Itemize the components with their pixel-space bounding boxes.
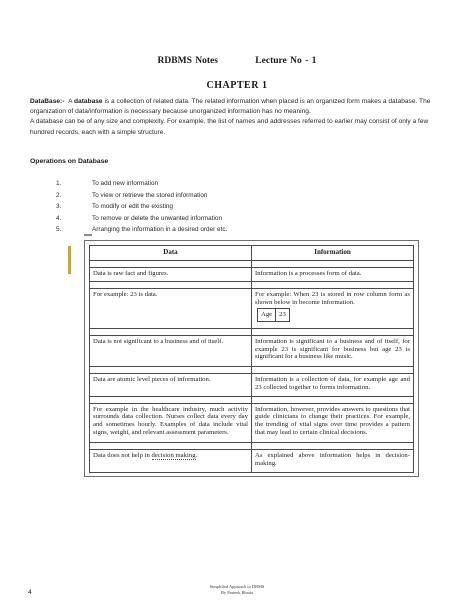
table-row (90, 403, 414, 443)
list-item: 5. Arranging the information in a desired order etc. (56, 226, 228, 234)
operations-heading: Operations on Database (30, 158, 109, 165)
info-cell: Information is a processes form of data. (252, 268, 414, 282)
data-cell: Data does not help in decision making. (90, 450, 252, 473)
info-cell: Information is a collection of data, for example age and 23 collected together to forms information. (252, 374, 414, 397)
database-definition: is a collection of related data. The related information when placed is an organized form makes a database. The organization of data/information is necessary because unorganized information has no meaning. (30, 98, 431, 116)
page-number: 4 (28, 589, 32, 596)
info-cell: As explained above information helps in decision-making. (252, 450, 414, 473)
table-row (90, 450, 414, 473)
mini-cell-age: Age (258, 309, 276, 322)
list-item: 4. To remove or delete the unwanted information (56, 214, 223, 222)
column-header-information: Information (252, 246, 414, 261)
comparison-table-image (84, 240, 419, 477)
table-row (90, 268, 414, 282)
info-cell: For example: When 23 is stored in row column form as shown below in become information. Age 23 (252, 289, 414, 329)
data-cell: For example: 23 is data. (90, 289, 252, 329)
notes-header (0, 56, 474, 66)
chapter-title: CHAPTER 1 (206, 80, 268, 91)
notes-title: RDBMS Notes (157, 56, 218, 66)
image-anchor-mark (84, 234, 92, 236)
info-cell: Information, however, provides answers to questions that guide clinicians to change their practices. For example, the trending of vital signs over time provides a pattern that may lead to certain clinical decisions. (252, 403, 414, 443)
data-cell: Data are atomic level pieces of information. (90, 374, 252, 397)
column-header-data: Data (90, 246, 252, 261)
table-row (90, 289, 414, 329)
intro-section (30, 97, 450, 138)
table-row (90, 336, 414, 367)
footer-line-2: By Parteek Bhatia (221, 589, 253, 595)
intro-paragraph-1 (30, 97, 450, 117)
table-header-row (90, 246, 414, 261)
data-vs-information-table (89, 245, 414, 473)
list-item: 3. To modify or edit the existing (56, 203, 173, 211)
data-cell: Data is raw fact and figures. (90, 268, 252, 282)
database-word: database (74, 98, 103, 105)
table-row (90, 374, 414, 397)
page-footer (0, 584, 474, 595)
sentence-start: A (68, 98, 73, 105)
footer-line-1: Simplified Approach to DBMS (209, 584, 265, 589)
lecture-number: Lecture No - 1 (255, 56, 317, 66)
data-cell: Data is not significant to a business and of itself. (90, 336, 252, 367)
list-item: 2. To view or retrieve the stored information (56, 191, 208, 199)
underlined-term: decision making (151, 452, 196, 460)
data-cell: For example in the healthcare industry, much activity surrounds data collection. Nurses collect data every day and sometimes hourly. Examples of data include vital signs, weight, and relevant assessment parameters. (90, 403, 252, 443)
margin-marker-bar (68, 246, 71, 274)
mini-cell-value: 23 (276, 309, 290, 322)
age-mini-table (257, 308, 290, 322)
intro-paragraph-2: A database can be of any size and complexity. For example, the list of names and addresses referred to earlier may consist of only a few hundred records, each with a simple structure. (30, 118, 429, 136)
database-term: DataBase:- (30, 98, 65, 105)
operations-list (30, 178, 227, 236)
info-cell: Information is significant to a business and of itself, for example 23 is significant for business but age 23 is significant for a business like music. (252, 336, 414, 367)
list-item: 1. To add new information (56, 180, 159, 187)
